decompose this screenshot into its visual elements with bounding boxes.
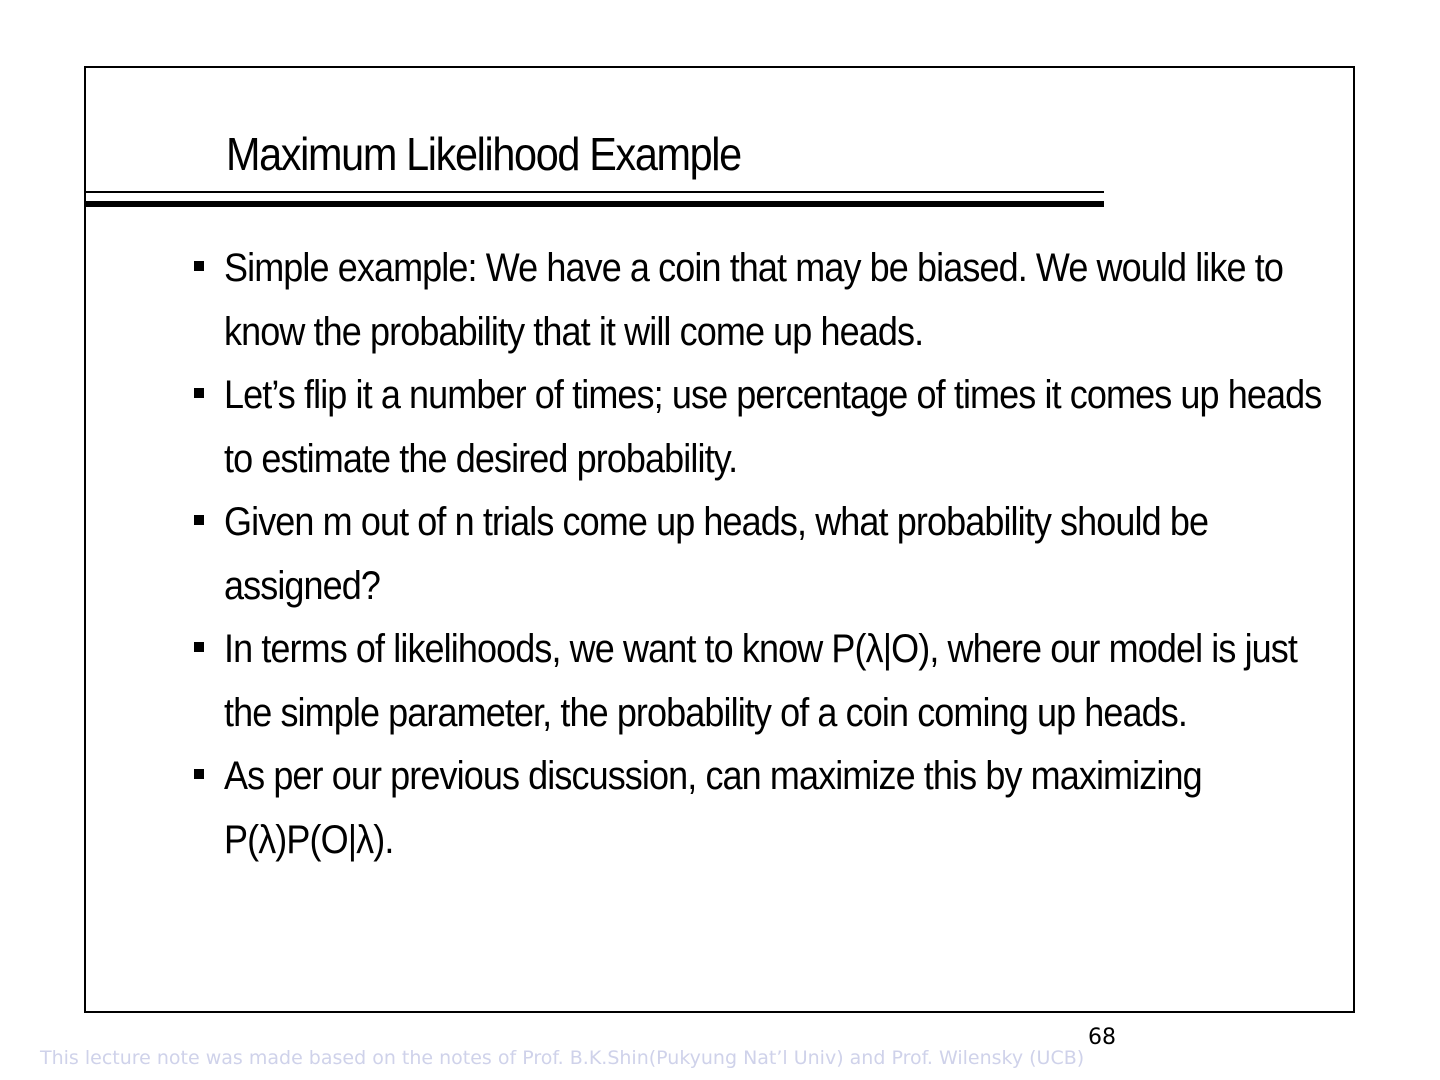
bullet-item xyxy=(188,364,1348,491)
bullet-list xyxy=(188,237,1348,872)
bullet-text: Simple example: We have a coin that may be biased. We would like to know the probability that it will come up heads. xyxy=(224,246,1283,354)
bullet-item xyxy=(188,237,1348,364)
bullet-item xyxy=(188,618,1348,745)
bullet-text: Let’s flip it a number of times; use percentage of times it comes up heads to estimate the desired probability. xyxy=(224,373,1322,481)
square-bullet-icon xyxy=(194,769,204,779)
footer-note: This lecture note was made based on the notes of Prof. B.K.Shin(Pukyung Nat’l Univ) and Prof. Wilensky (UCB) xyxy=(40,1047,1085,1069)
bullet-item xyxy=(188,491,1348,618)
slide-title: Maximum Likelihood Example xyxy=(226,128,741,180)
bullet-text: As per our previous discussion, can maximize this by maximizing P(λ)P(O|λ). xyxy=(224,754,1202,862)
title-rule-thick xyxy=(84,201,1104,207)
title-rule-thin xyxy=(84,191,1104,193)
square-bullet-icon xyxy=(194,261,204,271)
square-bullet-icon xyxy=(194,515,204,525)
square-bullet-icon xyxy=(194,388,204,398)
square-bullet-icon xyxy=(194,642,204,652)
page-number: 68 xyxy=(1088,1025,1116,1050)
bullet-text: Given m out of n trials come up heads, what probability should be assigned? xyxy=(224,500,1209,608)
bullet-text: In terms of likelihoods, we want to know P(λ|O), where our model is just the simple parameter, the probability of a coin coming up heads. xyxy=(224,627,1297,735)
bullet-item xyxy=(188,745,1348,872)
